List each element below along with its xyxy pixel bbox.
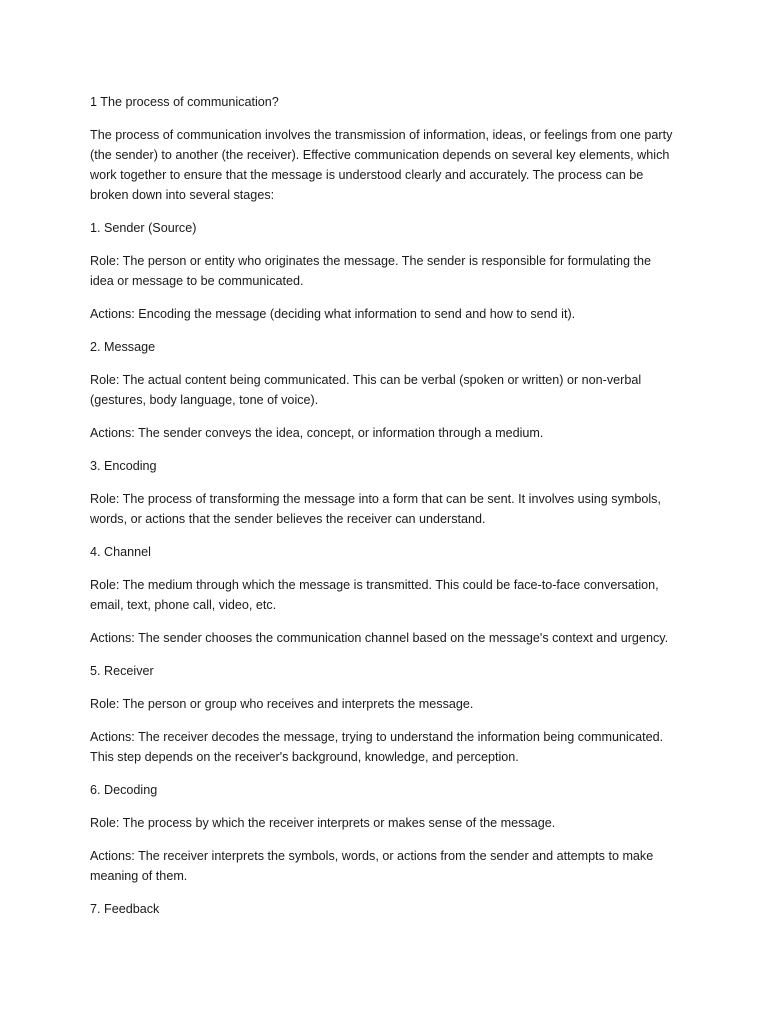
stage-actions-channel: Actions: The sender chooses the communication channel based on the message's context and urgency. [90,631,669,645]
stage-role-message: Role: The actual content being communicated. This can be verbal (spoken or written) or non-verbal (gestures, body language, tone of voice). [90,373,642,407]
stage-actions-decoding: Actions: The receiver interprets the symbols, words, or actions from the sender and attempts to make meaning of them. [90,849,654,883]
stage-heading-message: 2. Message [90,340,156,354]
stage-heading-encoding: 3. Encoding [90,459,157,473]
intro-paragraph: The process of communication involves the transmission of information, ideas, or feelings from one party (the sender) to another (the receiver). Effective communication depends on several key elements, which work together to ensure that the message is understood clearly and accurately. The process can be broken down into several stages: [90,128,673,202]
stage-role-sender: Role: The person or entity who originates the message. The sender is responsible for formulating the idea or message to be communicated. [90,254,651,288]
stage-heading-feedback: 7. Feedback [90,902,160,916]
stage-role-decoding: Role: The process by which the receiver interprets or makes sense of the message. [90,816,556,830]
stage-heading-decoding: 6. Decoding [90,783,158,797]
stage-role-receiver: Role: The person or group who receives and interprets the message. [90,697,474,711]
stage-heading-channel: 4. Channel [90,545,151,559]
stage-heading-sender: 1. Sender (Source) [90,221,197,235]
stage-role-channel: Role: The medium through which the message is transmitted. This could be face-to-face conversation, email, text, phone call, video, etc. [90,578,659,612]
stage-actions-sender: Actions: Encoding the message (deciding what information to send and how to send it). [90,307,576,321]
stage-heading-receiver: 5. Receiver [90,664,154,678]
document-title: 1 The process of communication? [90,95,279,109]
stage-actions-receiver: Actions: The receiver decodes the message, trying to understand the information being communicated. This step depends on the receiver's background, knowledge, and perception. [90,730,664,764]
stage-role-encoding: Role: The process of transforming the message into a form that can be sent. It involves using symbols, words, or actions that the sender believes the receiver can understand. [90,492,661,526]
stage-actions-message: Actions: The sender conveys the idea, concept, or information through a medium. [90,426,544,440]
